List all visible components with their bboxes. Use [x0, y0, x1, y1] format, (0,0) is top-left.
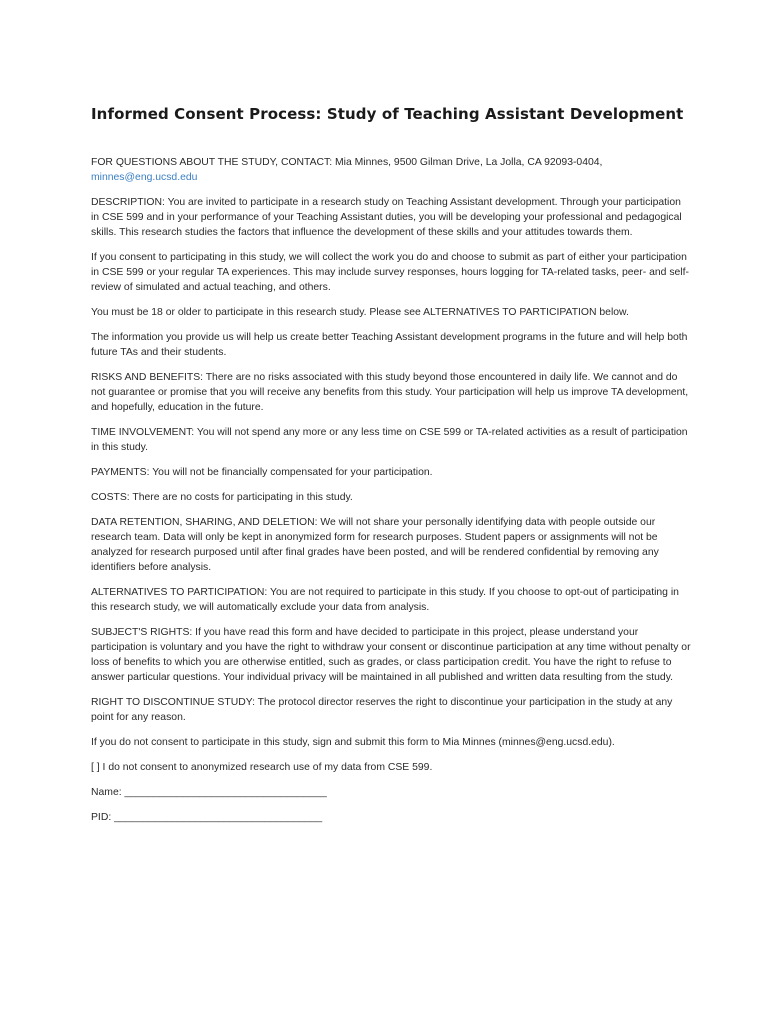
contact-paragraph: [91, 155, 691, 185]
contact-text: FOR QUESTIONS ABOUT THE STUDY, CONTACT: Mia Minnes, 9500 Gilman Drive, La Jolla, CA 92093-0404,: [91, 157, 603, 168]
data-collection-paragraph: If you consent to participating in this study, we will collect the work you do and choose to submit as part of either your participation in CSE 599 or your regular TA experiences. This may include survey responses, hours logging for TA-related tasks, peer- and self-review of simulated and actual teaching, and others.: [91, 252, 689, 293]
right-to-discontinue-paragraph: RIGHT TO DISCONTINUE STUDY: The protocol director reserves the right to discontinue your participation in the study at any point for any reason.: [91, 697, 673, 723]
age-requirement-paragraph: You must be 18 or older to participate in this research study. Please see ALTERNATIVES TO PARTICIPATION below.: [91, 307, 629, 318]
data-retention-paragraph: DATA RETENTION, SHARING, AND DELETION: We will not share your personally identifying data with people outside our research team. Data will only be kept in anonymized form for research purposes. Student papers or assignments will not be analyzed for research purposed until after final grades have been posted, and will be rendered confidential by removing any identifiers before analysis.: [91, 517, 659, 573]
name-signature-line[interactable]: Name: ___________________________________: [91, 787, 327, 798]
opt-out-instructions-paragraph: If you do not consent to participate in this study, sign and submit this form to Mia Minnes (minnes@eng.ucsd.edu).: [91, 737, 615, 748]
opt-out-checkbox-line[interactable]: [ ] I do not consent to anonymized research use of my data from CSE 599.: [91, 762, 433, 773]
information-use-paragraph: The information you provide us will help us create better Teaching Assistant development programs in the future and will help both future TAs and their students.: [91, 332, 688, 358]
document-body: [91, 155, 691, 835]
risks-benefits-paragraph: RISKS AND BENEFITS: There are no risks associated with this study beyond those encountered in daily life. We cannot and do not guarantee or promise that you will receive any benefits from this study. Your participation will help us improve TA development, and hopefully, education in the future.: [91, 372, 689, 413]
time-involvement-paragraph: TIME INVOLVEMENT: You will not spend any more or any less time on CSE 599 or TA-related activities as a result of participation in this study.: [91, 427, 688, 453]
payments-paragraph: PAYMENTS: You will not be financially compensated for your participation.: [91, 467, 433, 478]
subject-rights-paragraph: SUBJECT'S RIGHTS: If you have read this form and have decided to participate in this project, please understand your participation is voluntary and you have the right to withdraw your consent or discontinue participation at any time without penalty or loss of benefits to which you are otherwise entitled, such as grades, or class participation credit. You have the right to refuse to answer particular questions. Your individual privacy will be maintained in all published and written data resulting from the study.: [91, 627, 691, 683]
alternatives-paragraph: ALTERNATIVES TO PARTICIPATION: You are not required to participate in this study. If you choose to opt-out of participating in this research study, we will automatically exclude your data from analysis.: [91, 587, 679, 613]
description-paragraph: DESCRIPTION: You are invited to participate in a research study on Teaching Assistant development. Through your participation in CSE 599 and in your performance of your Teaching Assistant duties, you will be developing your professional and pedagogical skills. This research studies the factors that influence the development of these skills and your attitudes towards them.: [91, 197, 682, 238]
pid-signature-line[interactable]: PID: ____________________________________: [91, 812, 323, 823]
document-title: Informed Consent Process: Study of Teaching Assistant Development: [91, 105, 684, 123]
contact-email-link[interactable]: minnes@eng.ucsd.edu: [91, 172, 198, 183]
costs-paragraph: COSTS: There are no costs for participating in this study.: [91, 492, 353, 503]
